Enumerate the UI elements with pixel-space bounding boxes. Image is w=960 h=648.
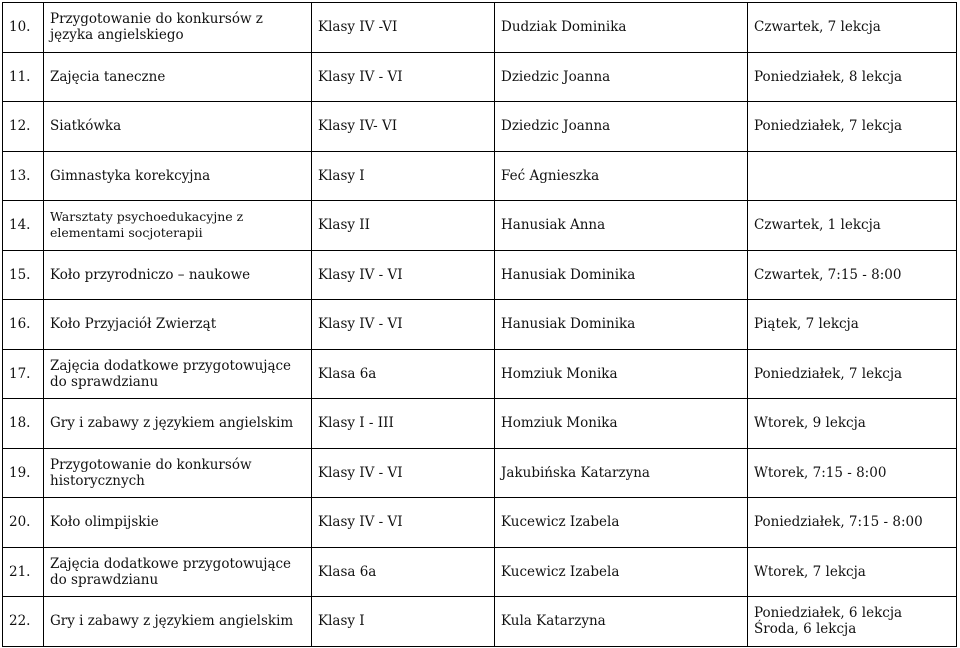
table-row: [3, 597, 957, 647]
class-group: Klasa 6a: [312, 349, 495, 399]
table-row: [3, 52, 957, 102]
table-row: [3, 547, 957, 597]
class-group: Klasy IV - VI: [312, 250, 495, 300]
teacher-name: Dziedzic Joanna: [495, 52, 748, 102]
class-group: Klasy IV- VI: [312, 102, 495, 152]
class-group: Klasy IV - VI: [312, 300, 495, 350]
activity-name: Koło przyrodniczo – naukowe: [44, 250, 312, 300]
schedule-time: [748, 300, 957, 350]
schedule-time: [748, 399, 957, 449]
schedule-time: [748, 498, 957, 548]
table-row: [3, 102, 957, 152]
class-group: Klasy I: [312, 597, 495, 647]
activity-name: Gimnastyka korekcyjna: [44, 151, 312, 201]
class-group: Klasy IV - VI: [312, 498, 495, 548]
table-row: [3, 399, 957, 449]
row-number: 12.: [3, 102, 44, 152]
teacher-name: Kucewicz Izabela: [495, 547, 748, 597]
teacher-name: Homziuk Monika: [495, 399, 748, 449]
row-number: 20.: [3, 498, 44, 548]
schedule-time: [748, 201, 957, 251]
class-group: Klasy I: [312, 151, 495, 201]
schedule-time: [748, 448, 957, 498]
row-number: 10.: [3, 3, 44, 53]
activity-name: Gry i zabawy z językiem angielskim: [44, 399, 312, 449]
teacher-name: Hanusiak Anna: [495, 201, 748, 251]
class-group: Klasy II: [312, 201, 495, 251]
class-group: Klasa 6a: [312, 547, 495, 597]
activity-name: Gry i zabawy z językiem angielskim: [44, 597, 312, 647]
schedule-time: [748, 250, 957, 300]
table-row: [3, 250, 957, 300]
activities-table: [2, 2, 957, 647]
schedule-time-line: Wtorek, 7:15 - 8:00: [754, 464, 887, 481]
schedule-time: [748, 102, 957, 152]
activity-name: Zajęcia dodatkowe przygotowujące do sprawdzianu: [44, 547, 312, 597]
schedule-time-line: Środa, 6 lekcja: [754, 621, 857, 638]
table-row: [3, 3, 957, 53]
row-number: 18.: [3, 399, 44, 449]
schedule-time: [748, 597, 957, 647]
activity-name: Koło Przyjaciół Zwierząt: [44, 300, 312, 350]
row-number: 13.: [3, 151, 44, 201]
schedule-time: [748, 547, 957, 597]
schedule-time-line: Poniedziałek, 8 lekcja: [754, 68, 903, 85]
row-number: 11.: [3, 52, 44, 102]
schedule-time: [748, 349, 957, 399]
row-number: 17.: [3, 349, 44, 399]
teacher-name: Hanusiak Dominika: [495, 300, 748, 350]
teacher-name: Jakubińska Katarzyna: [495, 448, 748, 498]
schedule-time-line: Czwartek, 7 lekcja: [754, 19, 881, 36]
row-number: 15.: [3, 250, 44, 300]
schedule-time-line: Wtorek, 9 lekcja: [754, 415, 866, 432]
teacher-name: Kucewicz Izabela: [495, 498, 748, 548]
schedule-time-line: Poniedziałek, 7:15 - 8:00: [754, 514, 923, 531]
schedule-time: [748, 151, 957, 201]
activity-name: Koło olimpijskie: [44, 498, 312, 548]
schedule-time-line: Poniedziałek, 7 lekcja: [754, 118, 903, 135]
schedule-time-line: Czwartek, 7:15 - 8:00: [754, 266, 902, 283]
table-row: [3, 300, 957, 350]
class-group: Klasy IV - VI: [312, 448, 495, 498]
row-number: 16.: [3, 300, 44, 350]
row-number: 21.: [3, 547, 44, 597]
schedule-time: [748, 52, 957, 102]
row-number: 14.: [3, 201, 44, 251]
class-group: Klasy I - III: [312, 399, 495, 449]
schedule-time-line: Poniedziałek, 7 lekcja: [754, 365, 903, 382]
teacher-name: Kula Katarzyna: [495, 597, 748, 647]
activity-name: Przygotowanie do konkursów z języka angielskiego: [44, 3, 312, 53]
class-group: Klasy IV - VI: [312, 52, 495, 102]
table-row: [3, 349, 957, 399]
class-group: Klasy IV -VI: [312, 3, 495, 53]
teacher-name: Hanusiak Dominika: [495, 250, 748, 300]
schedule-time-line: Wtorek, 7 lekcja: [754, 563, 866, 580]
schedule-time-line: Czwartek, 1 lekcja: [754, 217, 881, 234]
activity-name: Siatkówka: [44, 102, 312, 152]
table-body: [3, 3, 957, 647]
table-row: [3, 151, 957, 201]
activity-name: Zajęcia dodatkowe przygotowujące do sprawdzianu: [44, 349, 312, 399]
teacher-name: Feć Agnieszka: [495, 151, 748, 201]
schedule-time-line: Poniedziałek, 6 lekcja: [754, 605, 903, 622]
teacher-name: Dziedzic Joanna: [495, 102, 748, 152]
schedule-time: [748, 3, 957, 53]
table-row: [3, 498, 957, 548]
activity-name: Zajęcia taneczne: [44, 52, 312, 102]
teacher-name: Dudziak Dominika: [495, 3, 748, 53]
teacher-name: Homziuk Monika: [495, 349, 748, 399]
activity-name: Przygotowanie do konkursów historycznych: [44, 448, 312, 498]
table-row: [3, 201, 957, 251]
table-row: [3, 448, 957, 498]
row-number: 22.: [3, 597, 44, 647]
schedule-time-line: Piątek, 7 lekcja: [754, 316, 859, 333]
activity-name: Warsztaty psychoedukacyjne z elementami socjoterapii: [44, 201, 312, 251]
row-number: 19.: [3, 448, 44, 498]
